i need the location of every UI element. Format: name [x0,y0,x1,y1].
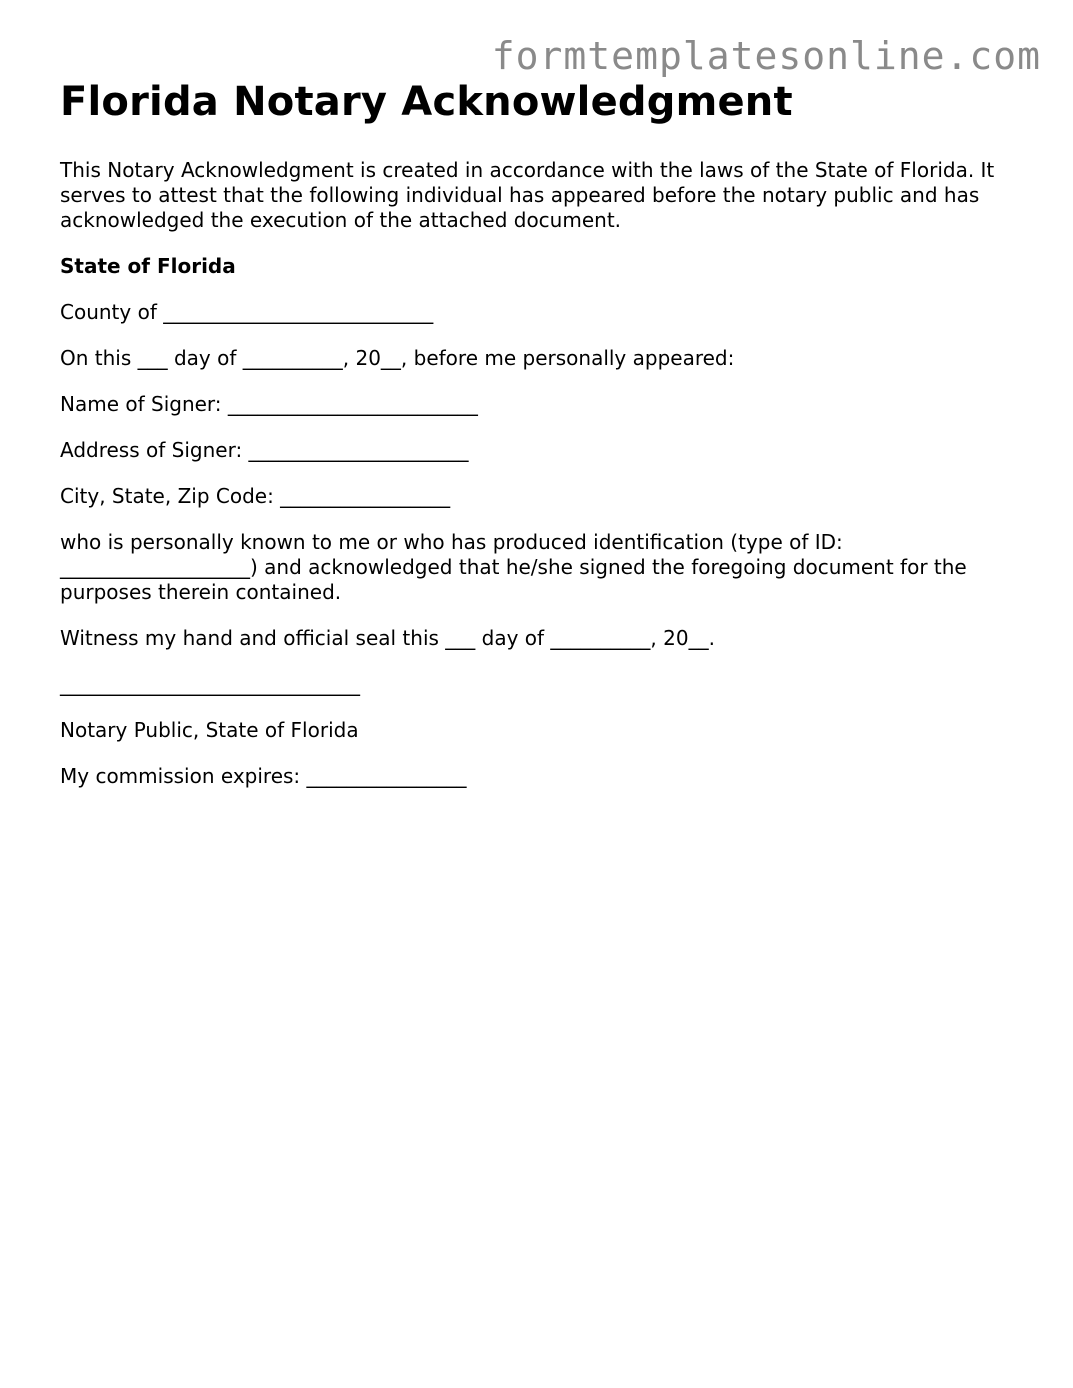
county-line: County of ___________________________ [60,300,434,324]
intro-paragraph: This Notary Acknowledgment is created in accordance with the laws of the State of Florida. It serves to attest that the following individual has appeared before the notary public and has acknowledged the execution of the attached document. [60,158,995,232]
signer-city-line: City, State, Zip Code: _________________ [60,484,451,508]
state-heading: State of Florida [60,254,236,278]
document-title: Florida Notary Acknowledgment [60,79,793,125]
watermark: formtemplatesonline.com [491,34,1041,78]
notary-title: Notary Public, State of Florida [60,718,359,742]
document-page [60,76,1020,789]
signer-name-line: Name of Signer: _________________________ [60,392,478,416]
signature-line: ______________________________ [60,672,360,696]
signer-address-line: Address of Signer: ______________________ [60,438,469,462]
witness-line: Witness my hand and official seal this ___ day of __________, 20__. [60,626,715,650]
commission-line: My commission expires: ________________ [60,764,467,788]
appearance-line: On this ___ day of __________, 20__, before me personally appeared: [60,346,735,370]
identification-paragraph: who is personally known to me or who has produced identification (type of ID: ___________________) and acknowledged that he/she signed the foregoing document for the purposes therein contained. [60,530,967,604]
